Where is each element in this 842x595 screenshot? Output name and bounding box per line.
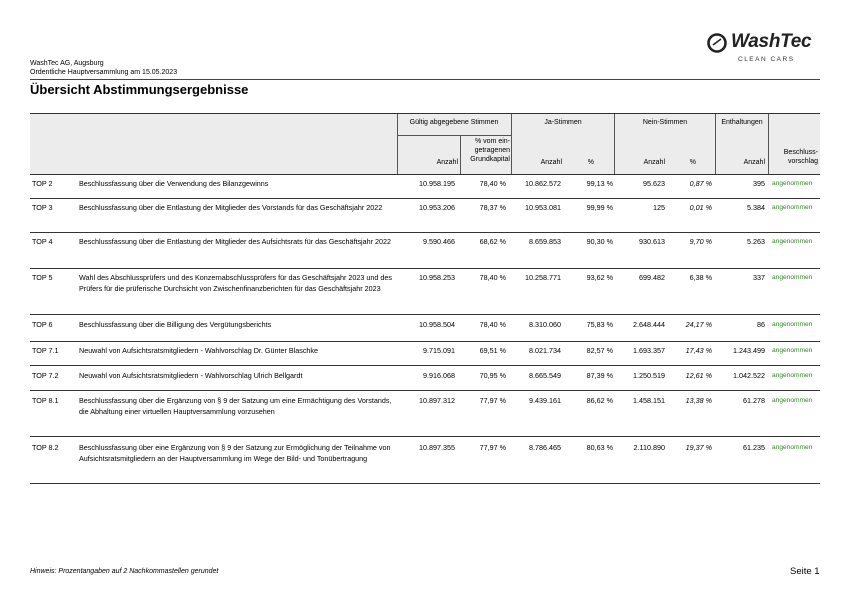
table-row [30,237,820,269]
header-divider [30,79,820,80]
header-valid-count: Anzahl [436,159,458,166]
agenda-item: TOP 5 [32,273,53,282]
header-yes-count: Anzahl [540,159,562,166]
agenda-item: TOP 6 [32,320,53,329]
pct-capital: 69,51 % [479,346,506,355]
valid-votes: 10.953.206 [419,203,455,212]
yes-votes: 8.659.853 [529,237,561,246]
washtec-logo [706,30,812,70]
valid-votes: 10.897.355 [419,443,455,452]
pct-capital: 78,37 % [479,203,506,212]
valid-votes: 10.958.504 [419,320,455,329]
no-percent: 24,17 % [685,320,712,329]
column-divider [460,135,461,174]
page-number: Seite 1 [790,566,820,577]
status-badge: angenommen [772,321,813,328]
no-votes: 699.482 [639,273,665,282]
no-votes: 125 [653,203,665,212]
status-badge: angenommen [772,347,813,354]
no-percent: 0,87 % [689,179,712,188]
header-yes-pct: % [587,159,594,166]
agenda-item: TOP 2 [32,179,53,188]
no-votes: 1.693.357 [633,346,665,355]
column-divider [768,114,769,174]
yes-votes: 10.258.771 [525,273,561,282]
table-row [30,203,820,233]
yes-percent: 80,63 % [586,443,613,452]
yes-votes: 10.862.572 [525,179,561,188]
yes-percent: 87,39 % [586,371,613,380]
abstentions: 5.384 [747,203,765,212]
no-percent: 19,37 % [685,443,712,452]
header-valid-votes: Gültig abgegebene Stimmen [409,119,499,126]
resolution-description: Beschlussfassung über die Entlastung der Mitglieder des Vorstands für das Geschäftsjahr 2022 [79,203,383,212]
pct-capital: 78,40 % [479,320,506,329]
resolution-description: Neuwahl von Aufsichtsratsmitgliedern - Wahlvorschlag Ulrich Bellgardt [79,371,303,380]
header-abst-count: Anzahl [743,159,765,166]
header-no-pct: % [689,159,696,166]
status-badge: angenommen [772,444,813,451]
company-name: WashTec AG, Augsburg [30,60,104,67]
yes-votes: 8.665.549 [529,371,561,380]
yes-votes: 8.310.060 [529,320,561,329]
yes-percent: 86,62 % [586,396,613,405]
abstentions: 86 [757,320,765,329]
no-votes: 2.648.444 [633,320,665,329]
resolution-description: Beschlussfassung über die Billigung des Vergütungsberichts [79,320,272,329]
logo-wordmark: WashTec [731,31,812,52]
logo-tagline: CLEAN CARS [738,56,795,63]
yes-votes: 8.021.734 [529,346,561,355]
resolution-description: Beschlussfassung über eine Ergänzung von § 9 der Satzung zur Ermöglichung der Teilnahme von Aufsichtsratsmitgliedern an der Hauptversammlung im Wege der Bild- und Tonübertragung [79,443,391,463]
header-yes-votes: Ja-Stimmen [544,119,582,126]
no-votes: 2.110.890 [633,443,665,452]
page-title: Übersicht Abstimmungsergebnisse [30,82,249,97]
abstentions: 1.042.522 [733,371,765,380]
valid-votes: 9.715.091 [423,346,455,355]
pct-capital: 78,40 % [479,179,506,188]
valid-votes: 9.590.466 [423,237,455,246]
yes-percent: 99,13 % [586,179,613,188]
table-row [30,371,820,391]
status-badge: angenommen [772,274,813,281]
agenda-item: TOP 3 [32,203,53,212]
valid-votes: 10.958.253 [419,273,455,282]
column-divider [511,114,512,174]
status-badge: angenommen [772,372,813,379]
abstentions: 5.263 [747,237,765,246]
header-subdivider [397,135,511,136]
no-percent: 9,70 % [689,237,712,246]
resolution-description: Beschlussfassung über die Verwendung des Bilanzgewinns [79,179,269,188]
company-info [30,59,177,77]
pct-capital: 78,40 % [479,273,506,282]
table-row [30,273,820,315]
header-pct-capital: % vom ein- getragenen Grundkapital [470,138,510,163]
status-badge: angenommen [772,397,813,404]
footnote: Hinweis: Prozentangaben auf 2 Nachkommastellen gerundet [30,568,219,575]
yes-percent: 75,83 % [586,320,613,329]
no-votes: 1.250.519 [633,371,665,380]
resolution-description: Beschlussfassung über die Ergänzung von § 9 der Satzung um eine Ermächtigung des Vorstands, die Abhaltung einer virtuellen Hauptversammlung vorzusehen [79,396,392,416]
table-row [30,346,820,366]
agenda-item: TOP 8.2 [32,443,59,452]
status-badge: angenommen [772,204,813,211]
valid-votes: 10.958.195 [419,179,455,188]
valid-votes: 9.916.068 [423,371,455,380]
yes-percent: 99,99 % [586,203,613,212]
header-no-count: Anzahl [643,159,665,166]
abstentions: 61.278 [743,396,765,405]
no-percent: 13,38 % [685,396,712,405]
pct-capital: 77,97 % [479,396,506,405]
status-badge: angenommen [772,180,813,187]
no-percent: 0,01 % [689,203,712,212]
abstentions: 337 [753,273,765,282]
meeting-info: Ordentliche Hauptversammlung am 15.05.2023 [30,69,178,76]
column-divider [397,114,398,174]
abstentions: 395 [753,179,765,188]
yes-votes: 8.786.465 [529,443,561,452]
table-header [30,113,820,175]
agenda-item: TOP 4 [32,237,53,246]
abstentions: 1.243.499 [733,346,765,355]
header-proposal: Beschluss- vorschlag [783,149,818,165]
resolution-description: Neuwahl von Aufsichtsratsmitgliedern - Wahlvorschlag Dr. Günter Blaschke [79,346,319,355]
table-row [30,443,820,484]
column-divider [614,114,615,174]
washtec-logo-icon [706,32,728,54]
no-votes: 1.458.151 [633,396,665,405]
table-row [30,396,820,437]
pct-capital: 68,62 % [479,237,506,246]
no-votes: 95.623 [643,179,665,188]
yes-percent: 93,62 % [586,273,613,282]
yes-votes: 10.953.081 [525,203,561,212]
table-row [30,320,820,342]
yes-percent: 90,30 % [586,237,613,246]
agenda-item: TOP 7.1 [32,346,59,355]
valid-votes: 10.897.312 [419,396,455,405]
yes-votes: 9.439.161 [529,396,561,405]
no-percent: 6,38 % [689,273,712,282]
table-row [30,179,820,199]
header-no-votes: Nein-Stimmen [642,119,688,126]
agenda-item: TOP 7.2 [32,371,59,380]
header-abstentions: Enthaltungen [721,119,763,126]
resolution-description: Beschlussfassung über die Entlastung der Mitglieder des Aufsichtsrats für das Geschäftsjahr 2022 [79,237,392,246]
abstentions: 61.235 [743,443,765,452]
no-percent: 17,43 % [685,346,712,355]
pct-capital: 70,95 % [479,371,506,380]
resolution-description: Wahl des Abschlussprüfers und des Konzernabschlussprüfers für das Geschäftsjahr 2023 und des Prüfers für die prüferische Durchsicht von Zwischenfinanzberichten für das Geschäftsjahr 2023 [79,273,392,293]
pct-capital: 77,97 % [479,443,506,452]
status-badge: angenommen [772,238,813,245]
agenda-item: TOP 8.1 [32,396,59,405]
yes-percent: 82,57 % [586,346,613,355]
no-percent: 12,61 % [685,371,712,380]
no-votes: 930.613 [639,237,665,246]
